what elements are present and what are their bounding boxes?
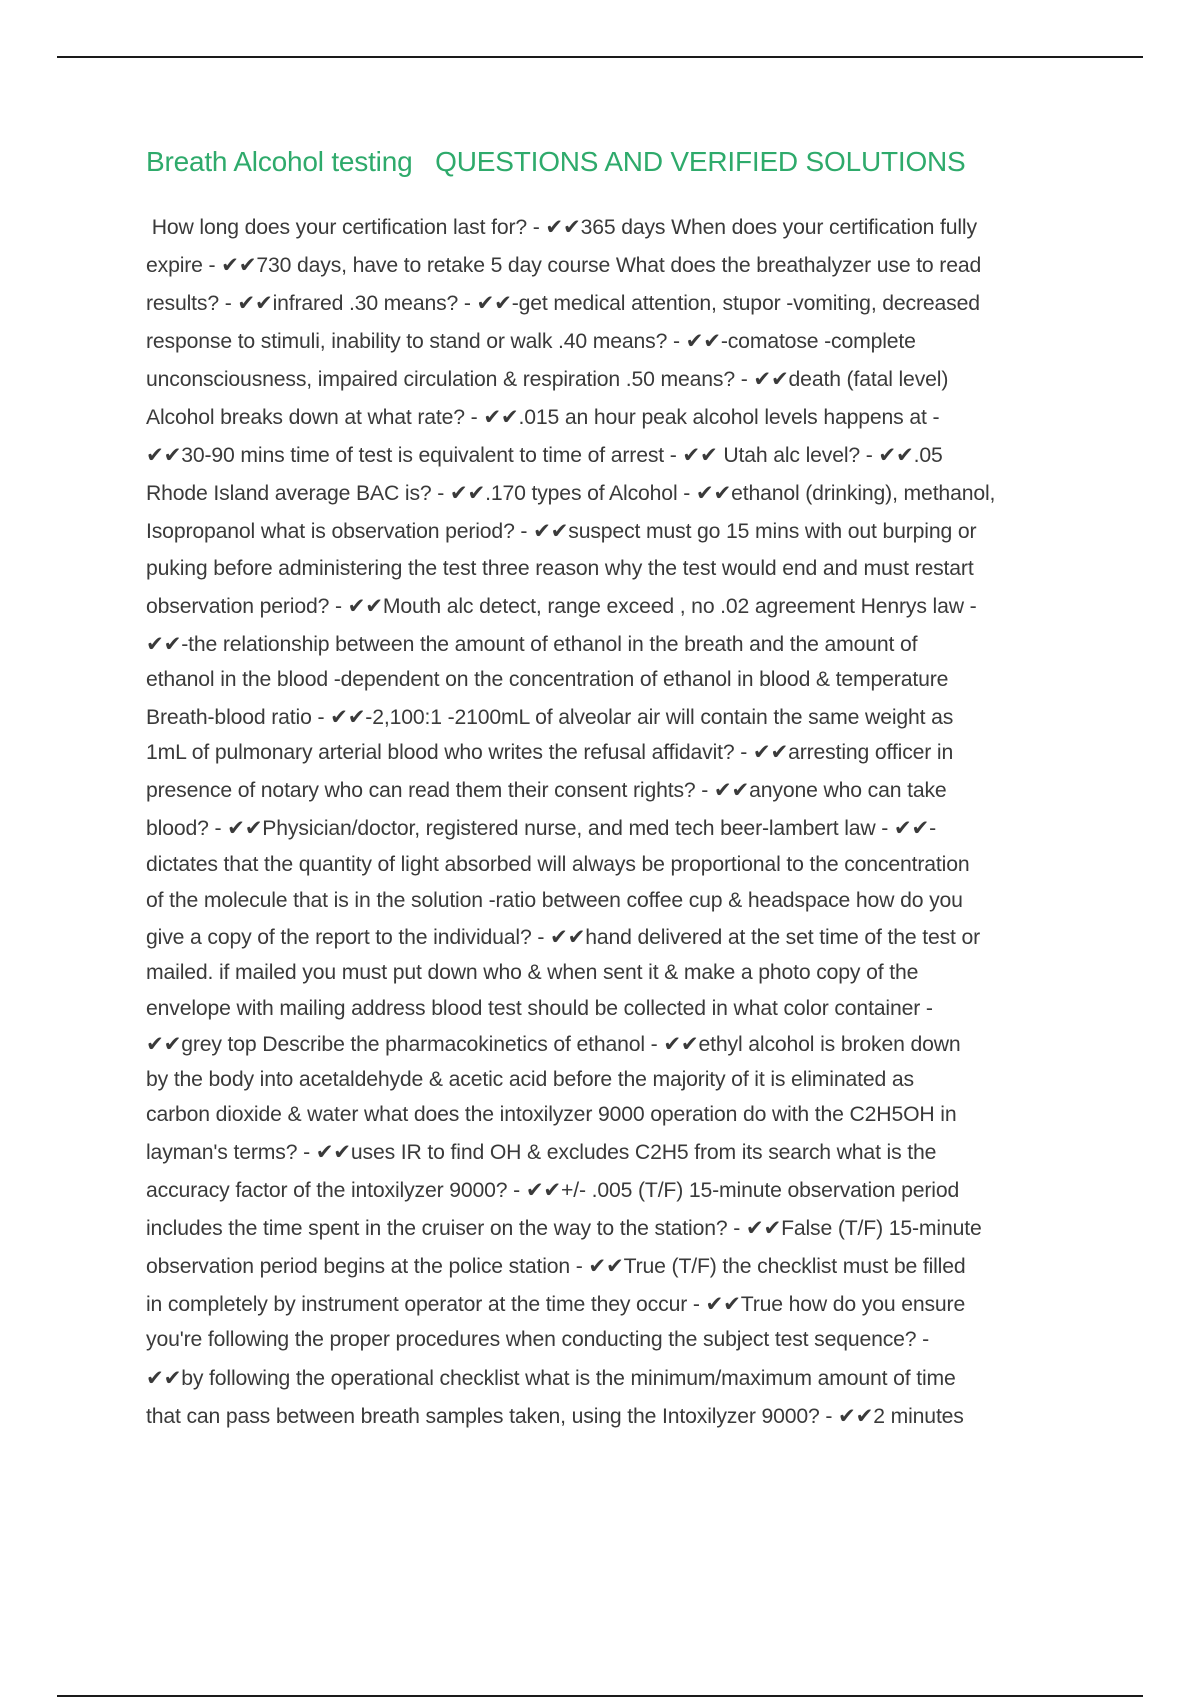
body-line: Alcohol breaks down at what rate? - ✔✔.015 an hour peak alcohol levels happens at - <box>146 406 940 429</box>
body-line: carbon dioxide & water what does the intoxilyzer 9000 operation do with the C2H5OH in <box>146 1103 957 1126</box>
body-line: ✔✔by following the operational checklist what is the minimum/maximum amount of time <box>146 1367 956 1390</box>
body-line: How long does your certification last for? - ✔✔365 days When does your certification fully <box>146 216 977 239</box>
body-line: includes the time spent in the cruiser on the way to the station? - ✔✔False (T/F) 15-minute <box>146 1217 982 1240</box>
body-line: ✔✔30-90 mins time of test is equivalent to time of arrest - ✔✔ Utah alc level? - ✔✔.05 <box>146 444 943 467</box>
body-line: Rhode Island average BAC is? - ✔✔.170 types of Alcohol - ✔✔ethanol (drinking), methanol, <box>146 482 996 505</box>
body-line: puking before administering the test three reason why the test would end and must restart <box>146 557 974 580</box>
body-line: unconsciousness, impaired circulation & respiration .50 means? - ✔✔death (fatal level) <box>146 368 949 391</box>
body-line: mailed. if mailed you must put down who & when sent it & make a photo copy of the <box>146 961 919 984</box>
body-line: observation period begins at the police station - ✔✔True (T/F) the checklist must be filled <box>146 1255 966 1278</box>
body-line: Breath-blood ratio - ✔✔-2,100:1 -2100mL of alveolar air will contain the same weight as <box>146 706 954 729</box>
body-line: that can pass between breath samples taken, using the Intoxilyzer 9000? - ✔✔2 minutes <box>146 1405 964 1428</box>
body-line: ✔✔grey top Describe the pharmacokinetics of ethanol - ✔✔ethyl alcohol is broken down <box>146 1033 961 1056</box>
top-rule <box>57 56 1143 58</box>
body-line: presence of notary who can read them their consent rights? - ✔✔anyone who can take <box>146 779 947 802</box>
body-line: ethanol in the blood -dependent on the concentration of ethanol in blood & temperature <box>146 668 949 691</box>
body-line: observation period? - ✔✔Mouth alc detect, range exceed , no .02 agreement Henrys law - <box>146 595 977 618</box>
body-line: results? - ✔✔infrared .30 means? - ✔✔-get medical attention, stupor -vomiting, decreased <box>146 292 980 315</box>
body-line: dictates that the quantity of light absorbed will always be proportional to the concentration <box>146 853 970 876</box>
body-line: of the molecule that is in the solution -ratio between coffee cup & headspace how do you <box>146 889 963 912</box>
body-line: accuracy factor of the intoxilyzer 9000? - ✔✔+/- .005 (T/F) 15-minute observation period <box>146 1179 960 1202</box>
body-line: response to stimuli, inability to stand or walk .40 means? - ✔✔-comatose -complete <box>146 330 916 353</box>
body-line: in completely by instrument operator at the time they occur - ✔✔True how do you ensure <box>146 1293 966 1316</box>
body-line: you're following the proper procedures when conducting the subject test sequence? - <box>146 1328 930 1351</box>
body-line: give a copy of the report to the individual? - ✔✔hand delivered at the set time of the test or <box>146 926 981 949</box>
body-line: by the body into acetaldehyde & acetic acid before the majority of it is eliminated as <box>146 1068 914 1091</box>
body-line: envelope with mailing address blood test should be collected in what color container - <box>146 997 933 1020</box>
body-line: expire - ✔✔730 days, have to retake 5 day course What does the breathalyzer use to read <box>146 254 982 277</box>
bottom-rule <box>57 1695 1143 1697</box>
body-line: layman's terms? - ✔✔uses IR to find OH & excludes C2H5 from its search what is the <box>146 1141 937 1164</box>
body-line: blood? - ✔✔Physician/doctor, registered nurse, and med tech beer-lambert law - ✔✔- <box>146 817 937 840</box>
body-line: Isopropanol what is observation period? - ✔✔suspect must go 15 mins with out burping or <box>146 520 977 543</box>
body-line: 1mL of pulmonary arterial blood who writes the refusal affidavit? - ✔✔arresting officer in <box>146 741 954 764</box>
body-line: ✔✔-the relationship between the amount of ethanol in the breath and the amount of <box>146 633 918 656</box>
page-title: Breath Alcohol testing QUESTIONS AND VERIFIED SOLUTIONS <box>146 146 966 177</box>
